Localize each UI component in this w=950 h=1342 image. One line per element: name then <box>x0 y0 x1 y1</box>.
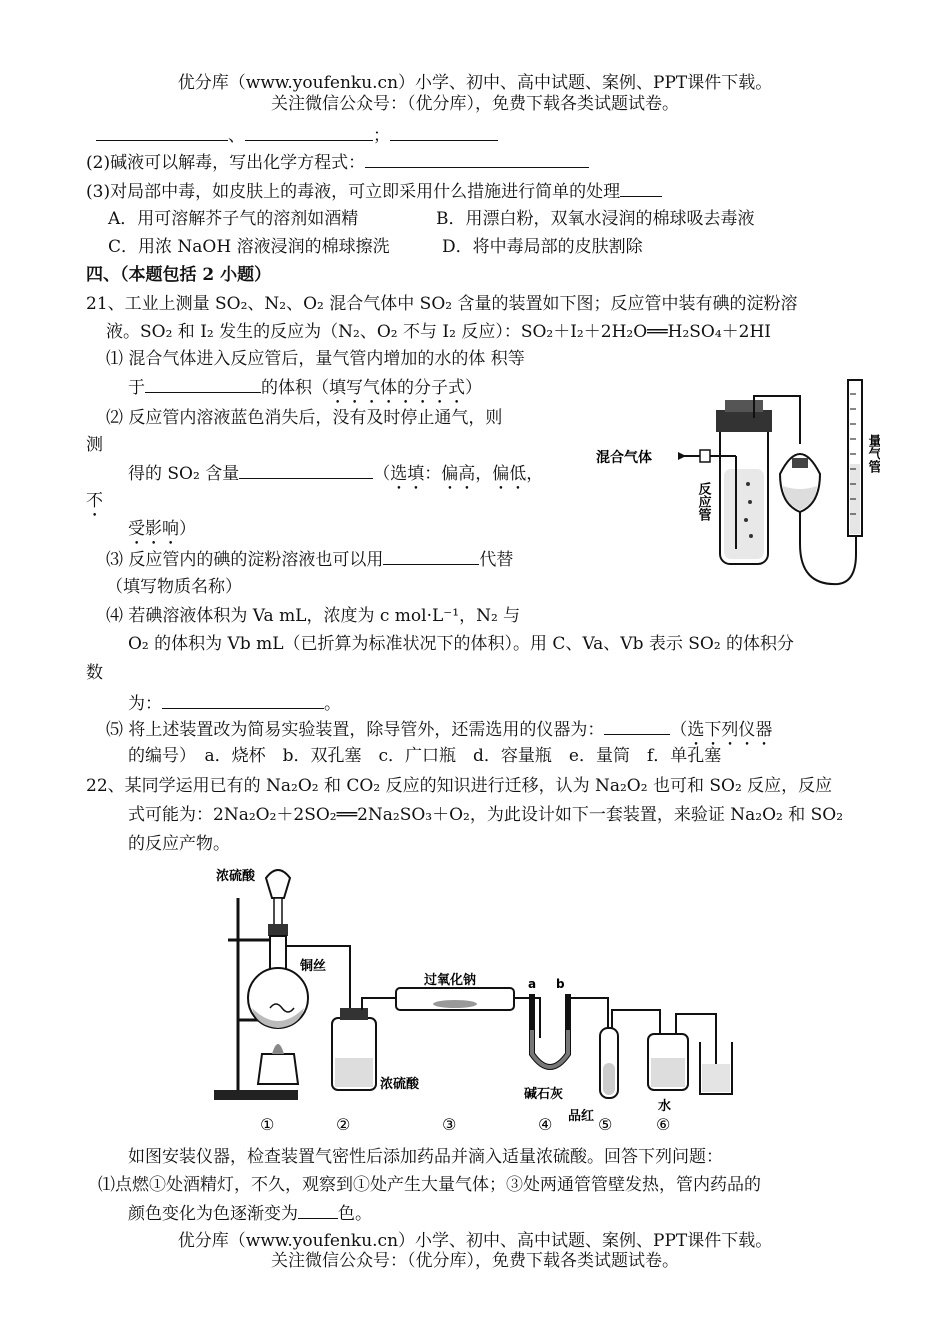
stopper-top <box>725 400 763 412</box>
q21-sub-4d-post: 。 <box>324 694 341 714</box>
separator: ； <box>373 126 390 146</box>
answer-blank[interactable] <box>245 124 373 141</box>
q22-intro-1: 22、某同学运用已有的 Na₂O₂ 和 CO₂ 反应的知识进行迁移，认为 Na₂O₂ 也可和 SO₂ 反应，反应 <box>86 776 833 796</box>
soda-lime-fill <box>532 1030 568 1067</box>
footer-line-2: 关注微信公众号：（优分库），免费下载各类试题试卷。 <box>271 1251 679 1271</box>
q22-para-1: 如图安装仪器，检查装置气密性后添加药品并滴入适量浓硫酸。回答下列问题： <box>128 1147 723 1167</box>
inlet-valve <box>700 450 710 462</box>
bottle-water <box>651 1058 685 1087</box>
q21-sub-2c <box>128 462 543 494</box>
stand-base <box>214 1090 298 1100</box>
q21-intro-1: 21、工业上测量 SO₂、N₂、O₂ 混合气体中 SO₂ 含量的装置如下图；反应管中装有碘的淀粉溶 <box>86 294 798 314</box>
answer-blank[interactable] <box>162 692 324 709</box>
q21-sub-1b-post: 的体积 <box>261 378 312 398</box>
q21-sub-4d-pre: 为： <box>128 694 162 714</box>
port-b-label: b <box>556 977 565 991</box>
q21-sub-5a-note: （选下列仪器 <box>670 720 773 740</box>
conc-acid-top-label: 浓硫酸 <box>216 869 256 884</box>
label-1: ① <box>260 1115 275 1134</box>
sodium-peroxide-label: 过氧化钠 <box>424 973 477 988</box>
water-label: 水 <box>658 1099 672 1114</box>
footer-line-1: 优分库（www.youfenku.cn）小学、初中、高中试题、案例、PPT课件下载。 <box>177 1231 773 1251</box>
answer-blank[interactable] <box>383 548 479 565</box>
q21-sub-1a: ⑴ 混合气体进入反应管后，量气管内增加的水的体 积等 <box>106 349 525 369</box>
q21-sub-4c: 数 <box>86 663 103 683</box>
tube-stopper <box>716 410 772 432</box>
q21-sub-2a: ⑵ 反应管内溶液蓝色消失后，没有及时停止通气，则 <box>106 408 503 428</box>
q22-para-2: ⑴点燃①处酒精灯，不久，观察到①处产生大量气体；③处两通管管壁发热，管内药品的 <box>98 1175 761 1195</box>
beaker-water <box>702 1064 730 1092</box>
q21-sub-2d: 不 <box>86 491 103 511</box>
q22-intro-3: 的反应产物。 <box>128 834 230 854</box>
conc-acid-bottle-label: 浓硫酸 <box>380 1077 420 1092</box>
q21-sub-3a-post: 代替 <box>479 550 514 570</box>
port-a-label: a <box>528 977 537 991</box>
sodium-peroxide <box>433 1000 477 1008</box>
answer-blank[interactable] <box>96 124 228 141</box>
q21-sub-1b <box>128 376 482 408</box>
answer-blank[interactable] <box>604 718 670 735</box>
soda-lime-label: 碱石灰 <box>524 1087 564 1102</box>
q22-para-3 <box>128 1202 372 1225</box>
answer-blank[interactable] <box>298 1202 338 1219</box>
q21-sub-3a <box>106 548 513 571</box>
burette-label: 量气管 <box>865 434 880 473</box>
q21-sub-3b: （填写物质名称） <box>106 577 242 597</box>
u-tube <box>532 994 568 1067</box>
bulb-stopper <box>792 458 808 468</box>
q22-para-3-post: 色。 <box>338 1204 372 1224</box>
label-4: ④ <box>538 1115 553 1134</box>
answer-blank[interactable] <box>365 151 589 168</box>
reaction-solution <box>724 469 764 559</box>
magenta-label: 品红 <box>568 1109 595 1124</box>
bulb-water <box>783 486 817 510</box>
q21-sub-4d <box>128 692 341 715</box>
magenta-solution <box>603 1063 615 1095</box>
section-title: 四、（本题包括 2 小题） <box>86 265 272 285</box>
q20-part-3-text: (3)对局部中毒，如皮肤上的毒液，可立即采用什么措施进行简单的处理 <box>86 182 621 202</box>
q20-option-c: C．用浓 NaOH 溶液浸润的棉球擦洗 <box>108 237 390 257</box>
lamp-flame <box>272 1044 284 1054</box>
q22-para-3-pre: 颜色变化为色逐渐变为 <box>128 1204 298 1224</box>
q21-intro-2: 液。SO₂ 和 I₂ 发生的反应为（N₂、O₂ 不与 I₂ 反应）：SO₂＋I₂＋2H₂O══H₂SO₄＋2HI <box>106 322 772 342</box>
reaction-tube-label: 反应管 <box>695 482 711 521</box>
wash-bottle-stopper <box>340 1008 368 1020</box>
separatory-funnel <box>266 870 290 898</box>
q21-sub-4b: O₂ 的体积为 Vb mL（已折算为标准状况下的体积）。用 C、Va、Vb 表示 SO₂ 的体积分 <box>128 634 795 654</box>
q21-sub-2c-note: （选填：偏高，偏低， <box>373 464 544 484</box>
round-bottom-flask <box>248 968 308 1028</box>
answer-blank[interactable] <box>145 376 261 393</box>
q21-sub-2c-pre: 得的 SO₂ 含量 <box>128 464 240 484</box>
q21-sub-5a-pre: ⑸ 将上述装置改为简易实验装置，除导管外，还需选用的仪器为： <box>106 720 605 740</box>
q21-sub-5b: 的编号） a．烧杯 b．双孔塞 c．广口瓶 d．容量瓶 e．量筒 f．单孔塞 <box>128 746 722 766</box>
q20-option-a: A．用可溶解芥子气的溶剂如酒精 <box>108 209 359 229</box>
q20-part-2-text: (2)碱液可以解毒，写出化学方程式： <box>86 153 366 173</box>
q21-sub-1b-pre: 于 <box>128 378 145 398</box>
delivery-tube-3 <box>514 998 540 1038</box>
mixed-gas-label: 混合气体 <box>596 450 652 466</box>
label-3: ③ <box>442 1115 457 1134</box>
gas-measurement-apparatus-figure <box>588 374 880 592</box>
label-2: ② <box>336 1115 351 1134</box>
separator: 、 <box>228 126 245 146</box>
funnel-stem <box>274 898 282 928</box>
q21-sub-2e: 受影响） <box>128 519 196 539</box>
q20-blanks <box>96 124 498 147</box>
header-line-1: 优分库（www.youfenku.cn）小学、初中、高中试题、案例、PPT课件下载。 <box>177 73 773 93</box>
q20-part-2 <box>86 151 589 174</box>
header-line-2: 关注微信公众号：（优分库），免费下载各类试题试卷。 <box>271 94 679 114</box>
so2-apparatus-figure <box>210 858 735 1138</box>
q20-option-d: D．将中毒局部的皮肤割除 <box>442 237 643 257</box>
q22-intro-2: 式可能为：2Na₂O₂＋2SO₂══2Na₂SO₃＋O₂，为此设计如下一套装置，来验证 Na₂O₂ 和 SO₂ <box>128 805 844 825</box>
flask-stopper <box>268 924 288 936</box>
q20-option-b: B．用漂白粉，双氧水浸润的棉球吸去毒液 <box>436 209 755 229</box>
wash-bottle-acid <box>335 1058 373 1087</box>
q20-part-3 <box>86 180 662 203</box>
answer-blank[interactable] <box>239 462 373 479</box>
q21-sub-2b: 测 <box>86 435 103 455</box>
label-5: ⑤ <box>598 1115 613 1134</box>
answer-blank[interactable] <box>390 124 498 141</box>
copper-wire-label: 铜丝 <box>300 959 327 974</box>
q21-sub-4a: ⑷ 若碘溶液体积为 Va mL，浓度为 c mol·L⁻¹，N₂ 与 <box>106 606 521 626</box>
q21-sub-1b-note: （填写气体的分子式） <box>312 378 482 398</box>
alcohol-lamp <box>258 1054 298 1084</box>
inlet-arrow <box>678 452 686 460</box>
q21-sub-3a-pre: ⑶ 反应管内的碘的淀粉溶液也可以用 <box>106 550 384 570</box>
answer-blank[interactable] <box>620 180 662 197</box>
label-6: ⑥ <box>656 1115 671 1134</box>
